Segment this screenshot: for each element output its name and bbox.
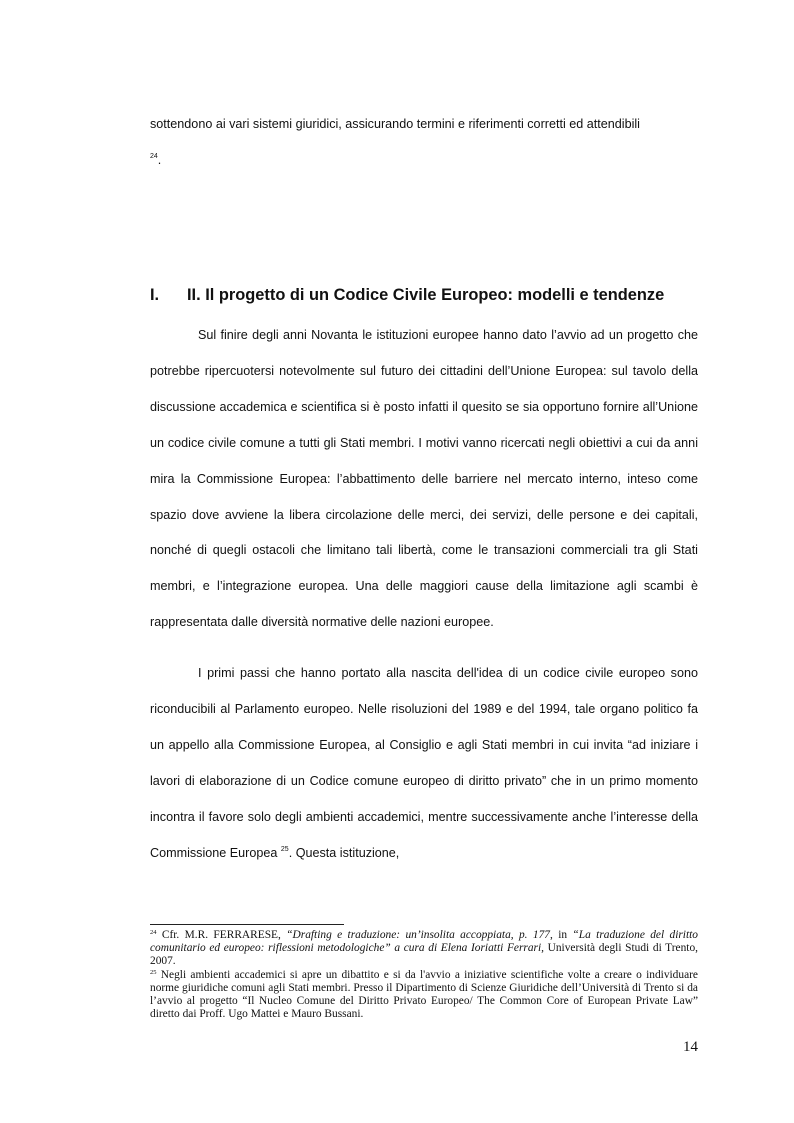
footnote-24-number: 24 bbox=[150, 929, 157, 936]
section-number: I. bbox=[150, 286, 160, 304]
footnote-25-text: Negli ambienti accademici si apre un dibattito e si da l'avvio a iniziative scientifiche volte a creare o individuare norme giuridiche comuni agli Stati membri. Presso il Dipartimento di Scienze Giuridiche dell’Università di Trento si da l’avvio al progetto “Il Nucleo Comune del Diritto Privato Europeo/ The Common Core of European Private Law” diretto dai Proff. Ugo Mattei e Mauro Bussani. bbox=[150, 968, 698, 1021]
footnote-25-number: 25 bbox=[150, 968, 157, 976]
continuation-text bbox=[150, 107, 698, 179]
continuation-paragraph bbox=[150, 107, 698, 179]
footnote-24-book: “La traduzione del diritto comunitario ed europeo: riflessioni metodologiche” a cura di Elena Ioriatti Ferrari, bbox=[150, 929, 698, 955]
footnotes bbox=[150, 929, 698, 1021]
section-heading bbox=[150, 282, 698, 308]
footnote-24 bbox=[150, 929, 698, 969]
continuation-end: . bbox=[157, 152, 162, 167]
continuation-sentence: sottendono ai vari sistemi giuridici, assicurando termini e riferimenti corretti ed attendibili bbox=[150, 117, 640, 131]
footnote-ref-24[interactable]: 24 bbox=[150, 152, 158, 160]
section-title: II. Il progetto di un Codice Civile Europeo: modelli e tendenze bbox=[187, 286, 665, 304]
page-number: 14 bbox=[683, 1039, 698, 1055]
footnote-24-title: “Drafting e traduzione: un’insolita accoppiata, p. 177 bbox=[286, 929, 550, 941]
footnote-24-lead: Cfr. M.R. FERRARESE, bbox=[161, 929, 287, 941]
paragraph-2-text: I primi passi che hanno portato alla nascita dell'idea di un codice civile europeo sono riconducibili al Parlamento europeo. Nelle risoluzioni del 1989 e del 1994, tale organo politico fa un appello alla Commissione Europea, al Consiglio e agli Stati membri in cui invita “ad iniziare i lavori di elaborazione di un Codice comune europeo di diritto privato” che in un primo momento incontra il favore solo degli ambienti accademici, mentre successivamente anche l’interesse della Commissione Europea bbox=[150, 666, 698, 860]
footnote-24-mid: , in bbox=[549, 929, 573, 941]
footnote-25 bbox=[150, 969, 698, 1022]
footnote-ref-25[interactable]: 25 bbox=[280, 845, 289, 853]
paragraph-2 bbox=[150, 656, 698, 871]
paragraph-2-tail: . Questa istituzione, bbox=[288, 845, 400, 860]
footnote-24-end: Università degli Studi di Trento, 2007. bbox=[150, 942, 698, 968]
main-body bbox=[150, 318, 698, 872]
paragraph-1: Sul finire degli anni Novanta le istituzioni europee hanno dato l’avvio ad un progetto che potrebbe ripercuotersi notevolmente sul futuro dei cittadini dell’Unione Europea: sul tavolo della discussione accademica e scientifica si è posto infatti il quesito se sia opportuno fornire all’Unione un codice civile comune a tutti gli Stati membri. I motivi vanno ricercati negli obiettivi a cui da anni mira la Commissione Europea: l’abbattimento delle barriere nel mercato interno, inteso come spazio dove avviene la libera circolazione delle merci, dei servizi, delle persone e dei capitali, nonché di quegli ostacoli che limitano tali libertà, come le transazioni commerciali tra gli Stati membri, e l’integrazione europea. Una delle maggiori cause della limitazione agli scambi è rappresentata dalle diversità normative delle nazioni europee. bbox=[150, 328, 698, 630]
footnote-separator bbox=[150, 924, 344, 925]
